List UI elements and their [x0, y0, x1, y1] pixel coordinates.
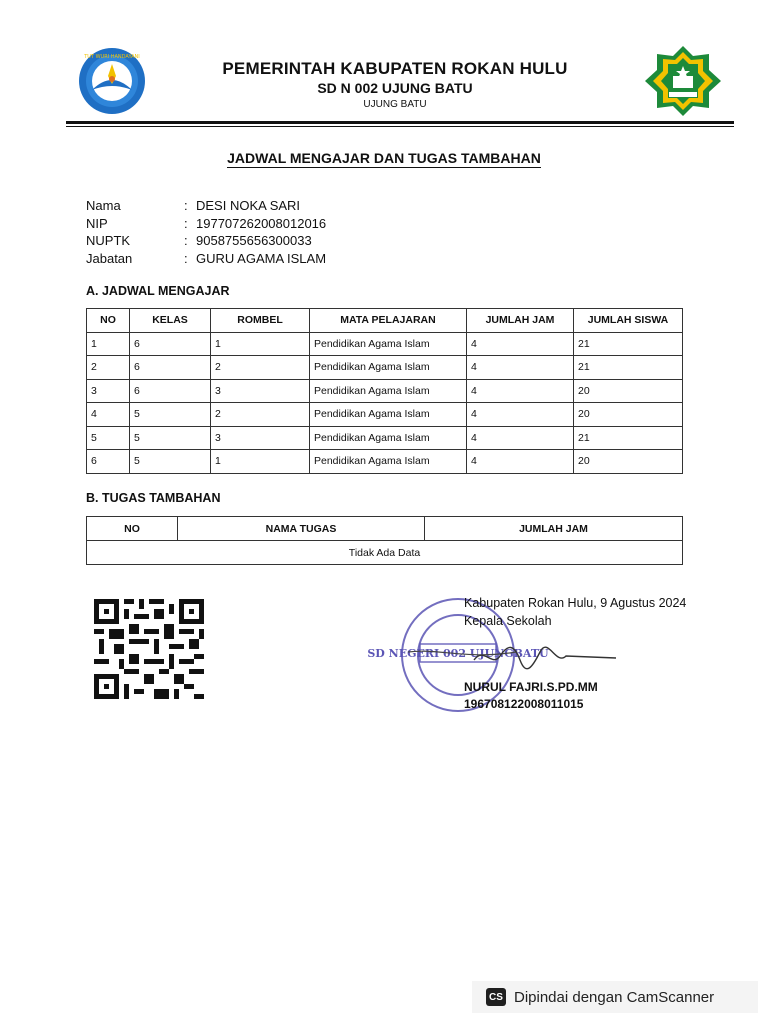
identity-row-nip [86, 216, 326, 234]
column-header: ROMBEL [211, 309, 310, 333]
cell-no: 5 [87, 426, 130, 450]
document-title: JADWAL MENGAJAR DAN TUGAS TAMBAHAN [227, 150, 541, 166]
extra-duties-heading: B. TUGAS TAMBAHAN [86, 491, 221, 505]
cell-no: 1 [87, 332, 130, 356]
cell-kelas: 5 [130, 450, 211, 474]
table-row [87, 332, 683, 356]
kementerian-agama-logo [643, 44, 723, 118]
table-row [87, 426, 683, 450]
cell-subject: Pendidikan Agama Islam [310, 379, 467, 403]
extra-duties-table [86, 516, 683, 565]
identity-separator: : [184, 233, 188, 248]
cell-hours: 4 [467, 403, 574, 427]
identity-value: GURU AGAMA ISLAM [196, 250, 327, 266]
identity-label: Jabatan [86, 250, 133, 266]
identity-row-name [86, 198, 326, 216]
qr-code [94, 598, 204, 700]
cell-subject: Pendidikan Agama Islam [310, 403, 467, 427]
cell-students: 20 [574, 450, 683, 474]
column-header: JUMLAH SISWA [574, 309, 683, 333]
cell-hours: 4 [467, 450, 574, 474]
identity-block [86, 198, 326, 268]
principal-name: NURUL FAJRI.S.PD.MM [464, 680, 598, 694]
cell-rombel: 1 [211, 450, 310, 474]
identity-row-jabatan [86, 251, 326, 269]
identity-row-nuptk [86, 233, 326, 251]
cell-subject: Pendidikan Agama Islam [310, 332, 467, 356]
table-row [87, 403, 683, 427]
cell-no: 4 [87, 403, 130, 427]
cell-no: 3 [87, 379, 130, 403]
identity-separator: : [184, 215, 188, 231]
cell-rombel: 2 [211, 356, 310, 380]
cell-subject: Pendidikan Agama Islam [310, 426, 467, 450]
identity-label: NIP [86, 215, 108, 231]
column-header: JUMLAH JAM [467, 309, 574, 333]
tut-wuri-handayani-logo [74, 46, 150, 116]
cell-rombel: 1 [211, 332, 310, 356]
signature-position: Kepala Sekolah [464, 614, 552, 628]
svg-text:TUT WURI HANDAYANI: TUT WURI HANDAYANI [84, 54, 140, 60]
camscanner-icon: CS [486, 988, 506, 1006]
extra-duties-header-row [87, 517, 683, 541]
cell-students: 20 [574, 379, 683, 403]
school-name: SD N 002 UJUNG BATU [317, 80, 473, 96]
principal-nip: 196708122008011015 [464, 697, 584, 711]
cell-students: 21 [574, 356, 683, 380]
stamp-text: SD NEGERI 002 UJUNGBATU [367, 647, 549, 660]
letterhead-rule-thick [66, 121, 734, 124]
government-title: PEMERINTAH KABUPATEN ROKAN HULU [222, 59, 568, 78]
identity-label: NUPTK [86, 233, 131, 248]
cell-no: 6 [87, 450, 130, 474]
school-town: UJUNG BATU [363, 99, 427, 110]
cell-kelas: 5 [130, 426, 211, 450]
cell-hours: 4 [467, 379, 574, 403]
identity-value: 197707262008012016 [196, 215, 327, 231]
column-header: NO [87, 517, 178, 541]
cell-subject: Pendidikan Agama Islam [310, 450, 467, 474]
table-row [87, 356, 683, 380]
identity-label: Nama [86, 198, 121, 213]
schedule-table [86, 308, 683, 474]
cell-rombel: 3 [211, 379, 310, 403]
camscanner-label: Dipindai dengan CamScanner [514, 988, 715, 1006]
empty-state-cell: Tidak Ada Data [87, 541, 683, 565]
cell-hours: 4 [467, 426, 574, 450]
letterhead-rule-thin [66, 126, 734, 127]
table-row [87, 379, 683, 403]
cell-rombel: 3 [211, 426, 310, 450]
cell-kelas: 6 [130, 332, 211, 356]
handwritten-signature [470, 638, 620, 674]
identity-separator: : [184, 250, 188, 266]
cell-rombel: 2 [211, 403, 310, 427]
identity-value: DESI NOKA SARI [196, 198, 301, 213]
identity-value: 9058755656300033 [196, 233, 312, 248]
cell-hours: 4 [467, 356, 574, 380]
cell-students: 21 [574, 426, 683, 450]
cell-hours: 4 [467, 332, 574, 356]
cell-subject: Pendidikan Agama Islam [310, 356, 467, 380]
schedule-heading: A. JADWAL MENGAJAR [86, 284, 230, 298]
column-header: KELAS [130, 309, 211, 333]
column-header: NO [87, 309, 130, 333]
identity-separator: : [184, 198, 188, 213]
cell-kelas: 6 [130, 356, 211, 380]
table-row [87, 541, 683, 565]
column-header: JUMLAH JAM [425, 517, 683, 541]
column-header: MATA PELAJARAN [310, 309, 467, 333]
cell-students: 21 [574, 332, 683, 356]
table-row [87, 450, 683, 474]
cell-no: 2 [87, 356, 130, 380]
cell-kelas: 5 [130, 403, 211, 427]
cell-students: 20 [574, 403, 683, 427]
signature-place-date: Kabupaten Rokan Hulu, 9 Agustus 2024 [464, 596, 687, 610]
column-header: NAMA TUGAS [178, 517, 425, 541]
camscanner-badge [472, 981, 758, 1013]
cell-kelas: 6 [130, 379, 211, 403]
schedule-header-row [87, 309, 683, 333]
